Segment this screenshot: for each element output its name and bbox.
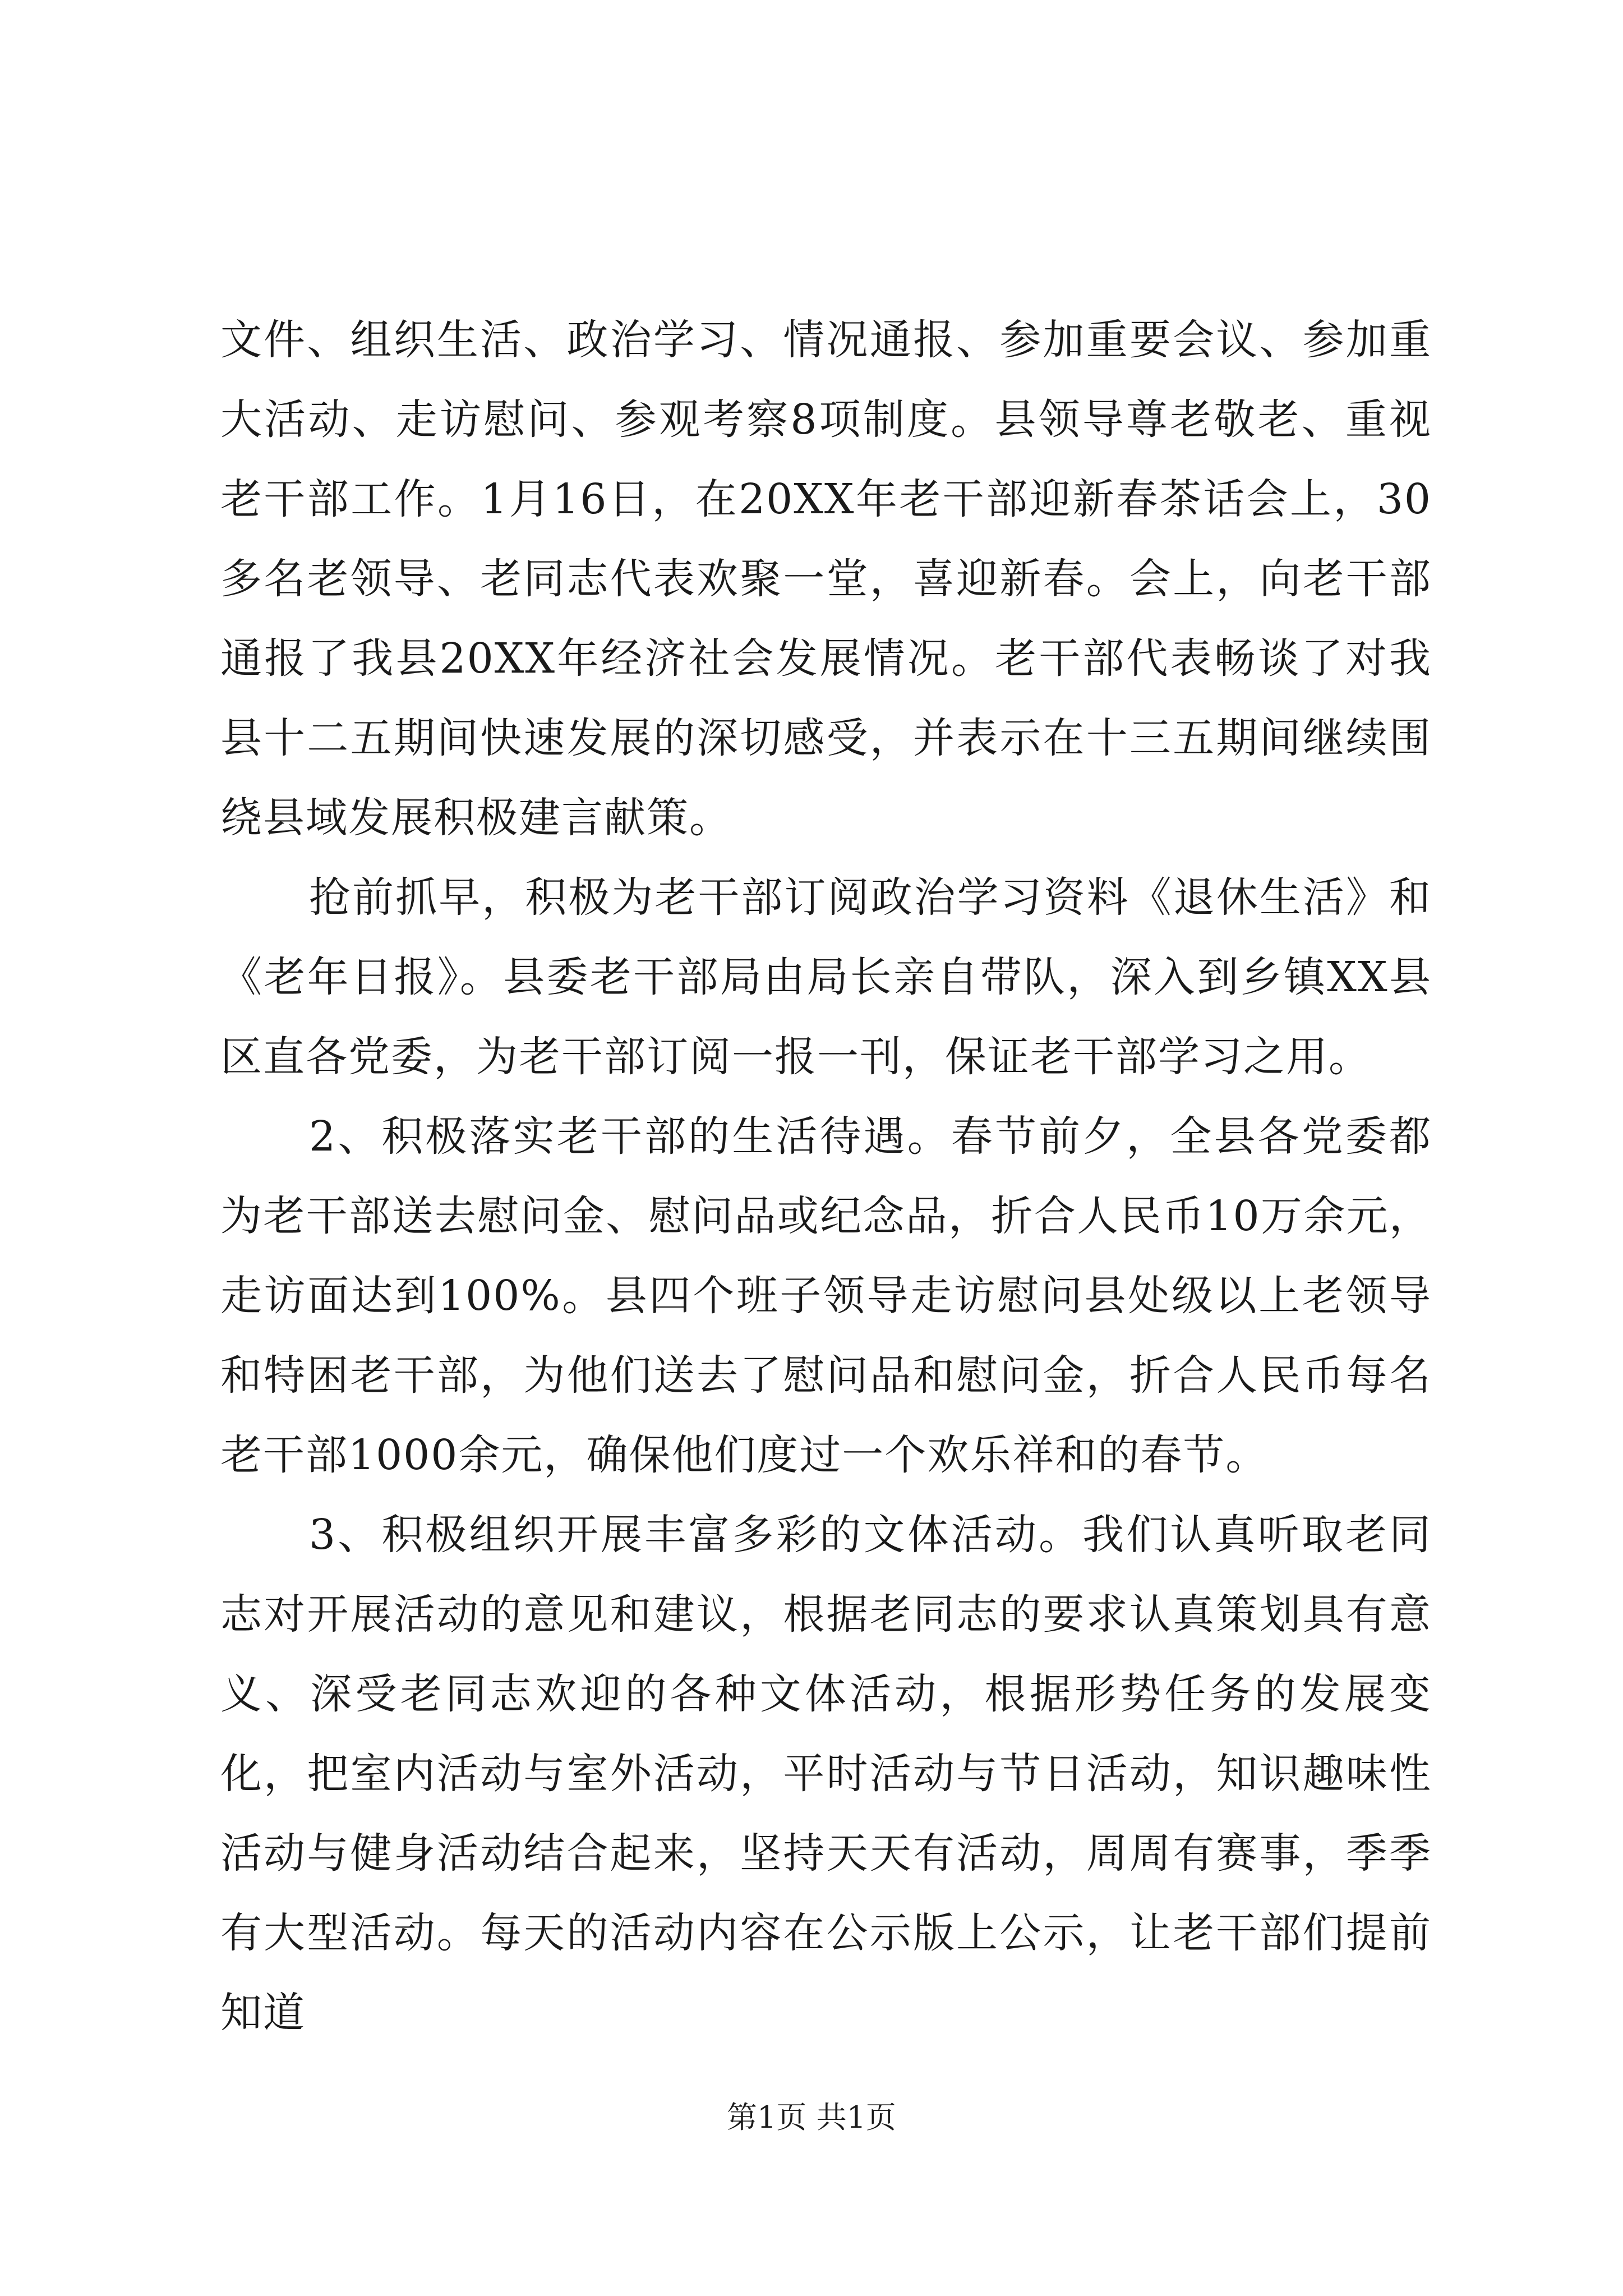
page-footer: 第1页 共1页 [727, 2100, 896, 2135]
paragraph-2: 抢前抓早，积极为老干部订阅政治学习资料《退休生活》和《老年日报》。县委老干部局由局长亲自带队，深入到乡镇XX县区直各党委，为老干部订阅一报一刊，保证老干部学习之用。 [220, 873, 1432, 1081]
paragraph-3: 2、积极落实老干部的生活待遇。春节前夕，全县各党委都为老干部送去慰问金、慰问品或纪念品，折合人民币10万余元，走访面达到100%。县四个班子领导走访慰问县处级以上老领导和特困老干部，为他们送去了慰问品和慰问金，折合人民币每名老干部1000余元，确保他们度过一个欢乐祥和的春节。 [220, 1112, 1432, 1479]
paragraph-1: 文件、组织生活、政治学习、情况通报、参加重要会议、参加重大活动、走访慰问、参观考察8项制度。县领导尊老敬老、重视老干部工作。1月16日，在20XX年老干部迎新春茶话会上，30多名老领导、老同志代表欢聚一堂，喜迎新春。会上，向老干部通报了我县20XX年经济社会发展情况。老干部代表畅谈了对我县十二五期间快速发展的深切感受，并表示在十三五期间继续围绕县域发展积极建言献策。 [220, 316, 1432, 842]
document-body [220, 300, 1432, 2053]
paragraph-4: 3、积极组织开展丰富多彩的文体活动。我们认真听取老同志对开展活动的意见和建议，根据老同志的要求认真策划具有意义、深受老同志欢迎的各种文体活动，根据形势任务的发展变化，把室内活动与室外活动，平时活动与节日活动，知识趣味性活动与健身活动结合起来，坚持天天有活动，周周有赛事，季季有大型活动。每天的活动内容在公示版上公示，让老干部们提前知道 [220, 1511, 1432, 2037]
